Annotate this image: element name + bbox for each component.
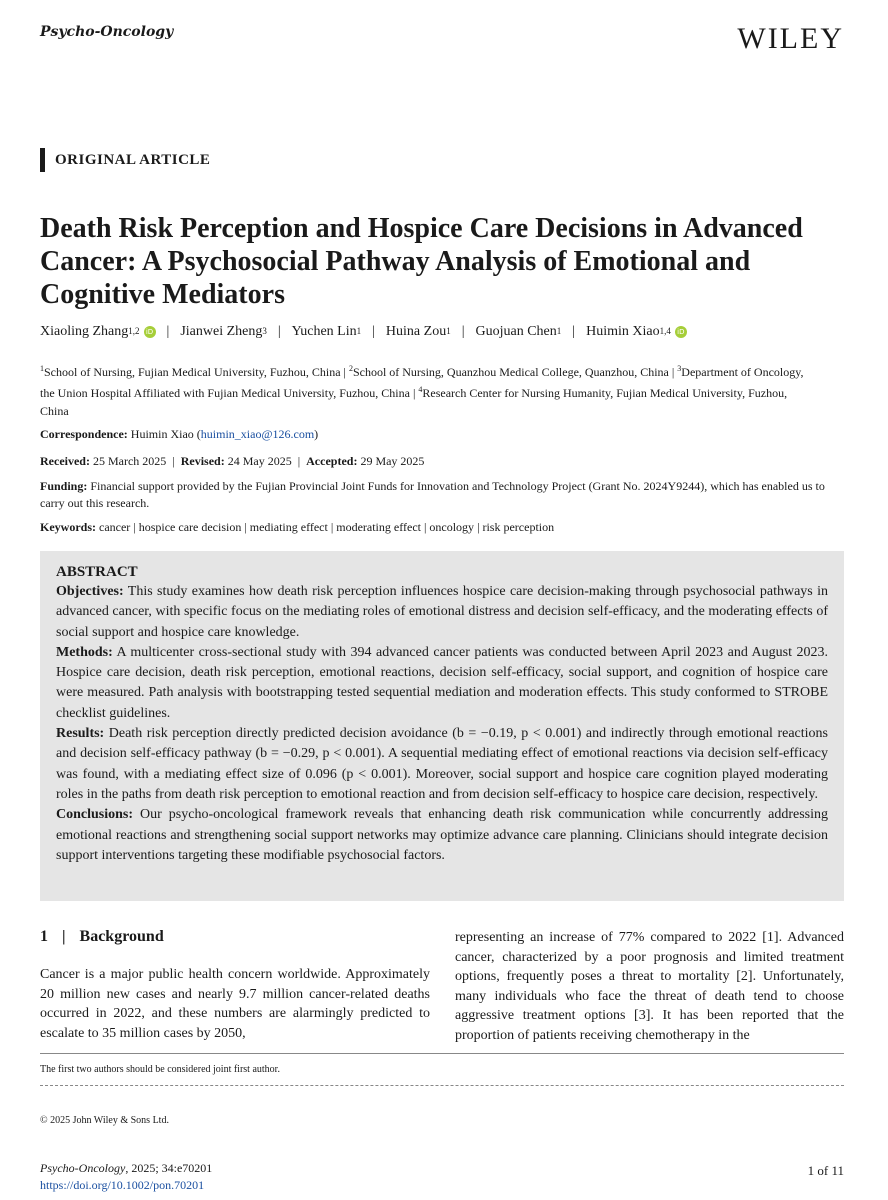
email-link[interactable]: huimin_xiao@126.com	[200, 427, 315, 441]
copyright: © 2025 John Wiley & Sons Ltd.	[40, 1115, 169, 1126]
footer-citation: Psycho-Oncology, 2025; 34:e70201	[40, 1161, 213, 1175]
orcid-icon[interactable]: iD	[675, 326, 687, 338]
author[interactable]: Jianwei Zheng $^3$	[180, 324, 267, 339]
page-number: 1 of 11	[807, 1163, 844, 1178]
abstract-objectives: Objectives: This study examines how death risk perception influences hospice care decision-making through psychosocial pathways in advanced cancer, with specific focus on the mediating roles of emotional distress and decision self-efficacy, and the moderating effects of social support and hospice care knowledge.	[56, 584, 829, 640]
orcid-icon[interactable]: iD	[144, 326, 156, 338]
author-list: Xiaoling Zhang $^{1,2}$ iD | Jianwei Zheng $^3$ | Yuchen Lin $^1$ | Huina Zou $^1$ | Guojuan Chen $^1$ | Huimin Xiao $^{1,4}$ iD	[40, 324, 860, 340]
dashed-divider	[40, 1085, 844, 1086]
article-dates: Received: 25 March 2025 | Revised: 24 May 2025 | Accepted: 29 May 2025	[40, 454, 425, 468]
article-type-bar	[40, 148, 45, 172]
author[interactable]: Huina Zou $^1$	[385, 324, 451, 339]
abstract	[56, 562, 828, 866]
author[interactable]: Xiaoling Zhang $^{1,2}$ iD	[40, 324, 156, 340]
footnote-divider	[40, 1053, 844, 1054]
article-type-text: ORIGINAL ARTICLE	[55, 151, 211, 168]
section-heading: 1 | Background	[40, 928, 164, 945]
author[interactable]: Yuchen Lin $^1$	[291, 324, 362, 339]
article-title: Death Risk Perception and Hospice Care Decisions in Advanced Cancer: A Psychosocial Pathway Analysis of Emotional and Cognitive Mediators	[40, 213, 803, 310]
author[interactable]: Huimin Xiao $^{1,4}$ iD	[586, 324, 687, 340]
footnote: The first two authors should be considered joint first author.	[40, 1064, 280, 1075]
abstract-results: Results: Death risk perception directly predicted decision avoidance (b = −0.19, p < 0.001) and indirectly through emotional reactions and decision self-efficacy pathway (b = −0.29, p < 0.001). A sequential mediating effect of emotional reactions via decision self-efficacy was found, with a mediating effect size of 0.096 (p < 0.001). Moreover, social support and hospice care cognition played moderating roles in the paths from death risk perception to emotional reaction and from decision self-efficacy to hospice care decision, respectively.	[56, 726, 828, 802]
correspondence: Correspondence: Huimin Xiao (huimin_xiao@126.com)	[40, 427, 319, 441]
body-column-right: representing an increase of 77% compared to 2022 [1]. Advanced cancer, characterized by a poor prognosis and limited treatment options, frequently poses a threat to mortality [2]. Unfortunately, many individuals who face the threat of death tend to choose aggressive treatment options [3]. It has been reported that the proportion of patients receiving chemotherapy in the	[455, 930, 844, 1043]
body-column-left: Cancer is a major public health concern worldwide. Approximately 20 million new cases and nearly 9.7 million cancer-related deaths occurred in 2022, and these numbers are alarmingly predicted to escalate to 35 million cases by 2050,	[40, 967, 430, 1041]
author[interactable]: Guojuan Chen $^1$	[475, 324, 562, 339]
journal-name: Psycho-Oncology	[40, 24, 174, 40]
funding: Funding: Financial support provided by the Fujian Provincial Joint Funds for Innovation and Technology Project (Grant No. 2024Y9244), which has enabled us to carry out this research.	[40, 479, 825, 510]
article-type-label	[40, 148, 210, 172]
keywords: Keywords: cancer | hospice care decision | mediating effect | moderating effect | oncology | risk perception	[40, 520, 555, 534]
abstract-conclusions: Conclusions: Our psycho-oncological framework reveals that enhancing death risk communication while concurrently addressing emotional reactions and strengthening social support networks may optimize advance care planning. Clinicians should integrate decision support interventions targeting these modifiable psychosocial factors.	[56, 807, 829, 863]
publisher-logo: WILEY	[737, 22, 844, 55]
abstract-methods: Methods: A multicenter cross-sectional study with 394 advanced cancer patients was conducted between April 2023 and August 2023. Hospice care decision, death risk perception, emotional reactions, decision self-efficacy, social support, and cognition of hospice care were measured. Path analysis with bootstrapping tested sequential mediation and moderation effects. This study conformed to STROBE checklist guidelines.	[56, 644, 828, 721]
abstract-heading: ABSTRACT	[56, 564, 138, 580]
affiliations: $^1$School of Nursing, Fujian Medical University, Fuzhou, China | $^2$School of Nursing, Quanzhou Medical College, Quanzhou, China | $^3$Department of Oncology, the Union Hospital Affiliated with Fujian Medical University, Fuzhou, China | $^4$Research Center for Nursing Humanity, Fujian Medical University, Fuzhou, China	[40, 364, 804, 418]
doi-link[interactable]: https://doi.org/10.1002/pon.70201	[40, 1178, 205, 1192]
